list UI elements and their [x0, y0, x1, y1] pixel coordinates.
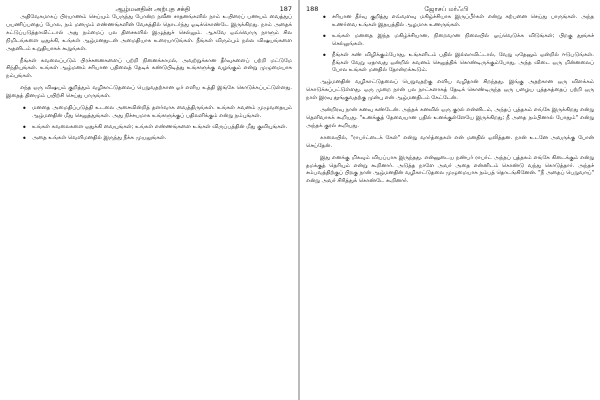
bullet-item: • உங்கள் கவலைகளை ஒதுக்கி வையுங்கள்; உங்கள் எண்ணங்களை உங்கள் விருப்பத்தின் மீது குவியுங்கள்.: [32, 124, 292, 132]
right-page: [306, 4, 594, 396]
right-page-header: [306, 4, 594, 14]
bullet-list: [306, 14, 594, 75]
paragraph: நீங்கள் கவலைப்படும் பிரச்சனைகளைப் பற்றி நினைக்காமல், அவற்றுக்கான தீர்வுகளைப் பற்றி மட்டுமே சிந்தியுங்கள். உங்கள் ஆழ்மனம் சரியான பதிலைத் தேடிக் கண்டுபிடித்து உங்களுக்கு வழங்கும் என்று முழுமையாக நம்புங்கள்.: [6, 57, 292, 80]
left-page-header: [6, 4, 292, 14]
right-page-number: 188: [306, 5, 319, 13]
bullet-item: • அதை உங்கள் வெளிமனதில் இருந்து நீக்க முயலுங்கள்.: [32, 135, 292, 143]
right-running-title: ஜோசப் மர்ஃபி: [424, 5, 468, 13]
right-page-body: [306, 14, 594, 186]
paragraph: காலையில், "ராபர்ட்டைக் கேள்" என்று வார்த்தைகள் என் மனதில் ஒலித்தன. நான் உடனே அவருக்கு போன் செய்தேன்.: [306, 134, 594, 149]
book-gutter: [298, 0, 300, 400]
bullet-item: • நீங்கள் கண் விழிக்கும்போது, உங்களிடம் பதில் இல்லாவிட்டால், வேறு ஏதேனும் ஒன்றில் ஈடுபடுங்கள். நீங்கள் வேறு ஏதாவது ஒன்றில் கவனம் செலுத்திக் கொண்டிருக்கும்போது, அந்த விடை ஒரு மின்னலைப் போல உங்கள் மனதில் தோன்றக்கூடும்.: [332, 52, 594, 76]
paragraph: அன்றிரவு நான் கனவு கண்டேன். அந்தக் கனவில் ஒரு குரல் என்னிடம், அந்தப் புத்தகம் எங்கே இருக்கிறது என்று தெளிவாகக் கூறியது. "உனக்குத் தேவையான பதில் உனக்குள்ளேயே இருக்கிறது; நீ அதை நம்பினால் போதும்" என்று அந்தக் குரல் கூறியது.: [306, 107, 594, 129]
paragraph: இது எனக்கு மிகவும் வியப்பாக இருந்தது. என்னுடைய நண்பர் ராபர்ட் அந்தப் புத்தகம் எங்கே கிடைக்கும் என்று தமக்குத் தெரியும் என்று கூறினார். அடுத்த நாளே அவர் அதை என்னிடம் கொண்டு வந்து கொடுத்தார். அந்தச் சம்பவத்திற்குப் பிறகு நான் ஆழ்மனதின் வழிகாட்டுதலை முழுமையாக நம்பத் தொடங்கினேன். "நீ அதைப் பெறுவாய்" என்று அவர் சிரித்துக் கொண்டே கூறினார்.: [306, 154, 594, 185]
bullet-item: • சரியான தீர்வு குறித்து எவ்வளவு மகிழ்ச்சியாக இருப்பீர்கள் என்று கற்பனை செய்து பாருங்கள். அந்த உணர்வை உங்கள் இதயத்தில் ஆழமாக உணருங்கள்.: [332, 14, 594, 30]
paragraph: எந்த ஒரு விஷயம் குறித்தும் வழிகாட்டுதலைப் பெறுவதற்கான ஓர் எளிய உத்தி இங்கே கொடுக்கப்பட்டுள்ளது. இதைத் தினமும் பயிற்சி செய்து பாருங்கள்.: [6, 85, 292, 100]
bullet-item: • மனதை அமைதிப்படுத்தி உடலை அசைவின்றித் தளர்வாக வைத்திருங்கள். உங்கள் கவனம் முழுவதையும் ஆழ்மனதின் மீது செலுத்துங்கள். அது நிச்சயமாக உங்களுக்குப் பதிலளிக்கும் என்று நம்புங்கள்.: [32, 105, 292, 121]
paragraph: அதிவேகமாகப் பிரயாணம் செய்யும் பேருந்து போன்ற நவீன சாதனங்களில் நாம் உயிரைப் பணயம் வைத்துப் பயணிப்பதைப் போல, நம் மனமும் எண்ணங்களின் வேகத்தில் தொடர்ந்து ஓடிக்கொண்டே இருக்கிறது. நாம் அதைக் கட்டுப்படுத்தாவிட்டால் அது நம்மைப் பல திசைகளில் இழுத்துச் செல்லும். ஆகவே ஒவ்வொரு நாளும் சில நிமிடங்களை ஒதுக்கி, உங்கள் ஆழ்மனதுடன் அமைதியாக உரையாடுங்கள். நீங்கள் விரும்பும் நல்ல விஷயங்களை அதனிடம் உறுதியாகக் கூறுங்கள்.: [6, 14, 292, 52]
left-page-number: 187: [279, 5, 292, 13]
bullet-list: [6, 105, 292, 143]
paragraph: ஆழ்மனதின் வழிகாட்டுதலைப் பெறுவதற்கு எளிய வழிதான் சிறந்தது. இங்கு அதற்கான ஒரு விளக்கம் கொடுக்கப்பட்டுள்ளது. ஒரு முறை நான் பல நாட்களாகத் தேடிக் கொண்டிருந்த ஒரு பழைய புத்தகத்தைப் பற்றி ஒரு நாள் இரவு தூங்குவதற்கு முன்பு என் ஆழ்மனதிடம் கேட்டேன்.: [306, 79, 594, 102]
left-page-body: [6, 14, 292, 143]
bullet-item: • உங்கள் மனதை இந்த மகிழ்ச்சியான, நிறைவான நிலையில் ஓய்வெடுக்க விடுங்கள்; பிறகு தூங்கச் செல்லுங்கள்.: [332, 33, 594, 49]
left-running-title: ஆழ்மனதின் அற்புத சக்தி: [115, 5, 191, 13]
left-page: [6, 4, 292, 396]
